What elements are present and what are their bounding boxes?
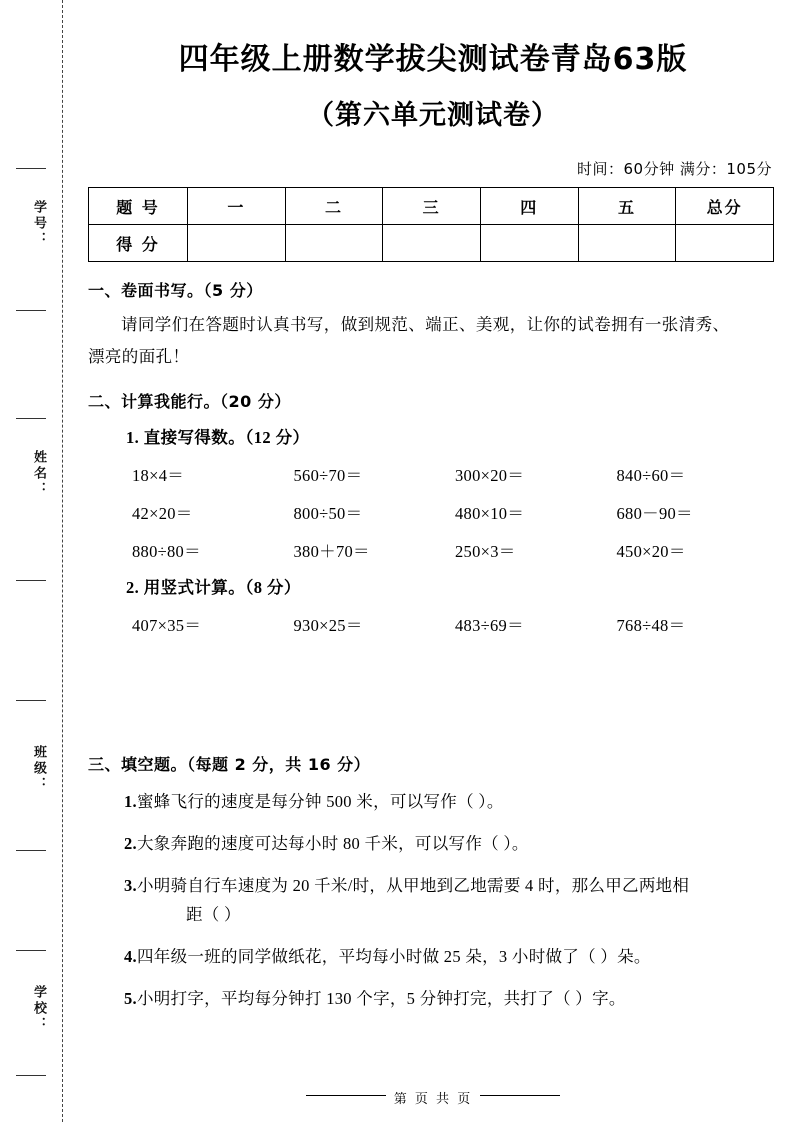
question-text: 小明打字，平均每分钟打 130 个字，5 分钟打完，共打了（ ）字。 xyxy=(136,988,626,1008)
footer-rule-left xyxy=(306,1095,386,1096)
section-1-line-1: 请同学们在答题时认真书写，做到规范、端正、美观，让你的试卷拥有一张清秀、 xyxy=(121,315,730,334)
question-text: 大象奔跑的速度可达每小时 80 千米，可以写作（ ）。 xyxy=(136,834,529,854)
expression-row xyxy=(132,462,778,486)
list-item xyxy=(124,943,778,972)
score-cell-3[interactable] xyxy=(383,225,481,262)
work-space-area xyxy=(88,636,778,732)
score-table-col-total: 总分 xyxy=(676,188,774,225)
expression-item: 768÷48＝ xyxy=(616,616,686,636)
question-number: 2. xyxy=(124,834,137,854)
question-number: 4. xyxy=(124,946,137,966)
table-row xyxy=(89,225,774,262)
expression-item: 800÷50＝ xyxy=(293,504,363,524)
section-2-sub-2: 2. 用竖式计算。（8 分） xyxy=(126,578,301,598)
expression-row xyxy=(132,612,778,636)
expression-item: 18×4＝ xyxy=(132,466,185,486)
side-label-name: 姓名： xyxy=(31,450,46,498)
exam-meta: 时间：60分钟 满分：105分 xyxy=(577,160,772,178)
expression-row xyxy=(132,538,778,562)
score-table-label-number: 题 号 xyxy=(89,188,188,225)
exam-paper xyxy=(88,0,778,1122)
question-number: 1. xyxy=(124,792,137,812)
side-divider xyxy=(16,850,46,851)
section-1-line-2: 漂亮的面孔！ xyxy=(88,347,190,367)
score-table-col-5: 五 xyxy=(578,188,676,225)
section-heading-2: 二、计算我能行。（20 分） xyxy=(88,392,291,412)
expression-item: 380＋70＝ xyxy=(293,542,370,562)
question-number: 3. xyxy=(124,876,137,896)
page-title: 四年级上册数学拔尖测试卷青岛63版 xyxy=(178,42,688,77)
expression-item: 250×3＝ xyxy=(455,542,516,562)
list-item xyxy=(124,830,778,859)
list-item xyxy=(124,788,778,817)
side-divider xyxy=(16,950,46,951)
expression-row xyxy=(132,500,778,524)
section-heading-3: 三、填空题。（每题 2 分，共 16 分） xyxy=(88,755,371,775)
side-divider xyxy=(16,168,46,169)
score-table-label-score: 得 分 xyxy=(89,225,188,262)
table-row xyxy=(89,188,774,225)
expression-item: 840÷60＝ xyxy=(616,466,686,486)
score-cell-1[interactable] xyxy=(188,225,286,262)
score-table-col-2: 二 xyxy=(285,188,383,225)
section-2-sub-1: 1. 直接写得数。（12 分） xyxy=(126,428,310,448)
score-cell-2[interactable] xyxy=(285,225,383,262)
score-table xyxy=(88,187,774,262)
footer-rule-right xyxy=(480,1095,560,1096)
list-item xyxy=(124,872,778,930)
side-label-student-id: 学号： xyxy=(31,200,46,248)
question-text-continued: 距（ ） xyxy=(186,904,241,924)
side-label-class: 班级： xyxy=(31,745,46,793)
side-divider xyxy=(16,310,46,311)
footer-text: 第 页 共 页 xyxy=(393,1092,473,1107)
side-divider xyxy=(16,580,46,581)
fold-line xyxy=(62,0,63,1122)
score-cell-total[interactable] xyxy=(676,225,774,262)
score-cell-4[interactable] xyxy=(480,225,578,262)
side-divider xyxy=(16,700,46,701)
score-table-col-3: 三 xyxy=(383,188,481,225)
expression-item: 560÷70＝ xyxy=(293,466,363,486)
section-heading-1: 一、卷面书写。（5 分） xyxy=(88,281,263,300)
score-table-col-1: 一 xyxy=(188,188,286,225)
expression-item: 483÷69＝ xyxy=(455,616,524,636)
page-subtitle: （第六单元测试卷） xyxy=(307,100,559,131)
question-number: 5. xyxy=(124,988,137,1008)
side-divider xyxy=(16,418,46,419)
expression-item: 680－90＝ xyxy=(616,504,693,524)
expression-item: 42×20＝ xyxy=(132,504,193,524)
question-text: 蜜蜂飞行的速度是每分钟 500 米，可以写作（ ）。 xyxy=(136,792,504,812)
expression-item: 407×35＝ xyxy=(132,616,202,636)
expression-item: 930×25＝ xyxy=(293,616,363,636)
side-divider xyxy=(16,1075,46,1076)
side-label-school: 学校： xyxy=(31,985,46,1033)
page-footer xyxy=(88,1088,778,1107)
expression-item: 880÷80＝ xyxy=(132,542,201,562)
question-text: 小明骑自行车速度为 20 千米/时，从甲地到乙地需要 4 时，那么甲乙两地相 xyxy=(136,876,690,896)
question-text: 四年级一班的同学做纸花，平均每小时做 25 朵，3 小时做了（ ）朵。 xyxy=(136,946,651,966)
expression-item: 480×10＝ xyxy=(455,504,525,524)
score-table-col-4: 四 xyxy=(480,188,578,225)
expression-item: 300×20＝ xyxy=(455,466,525,486)
expression-item: 450×20＝ xyxy=(616,542,686,562)
list-item xyxy=(124,985,778,1014)
side-label-strip xyxy=(0,0,62,1122)
score-cell-5[interactable] xyxy=(578,225,676,262)
